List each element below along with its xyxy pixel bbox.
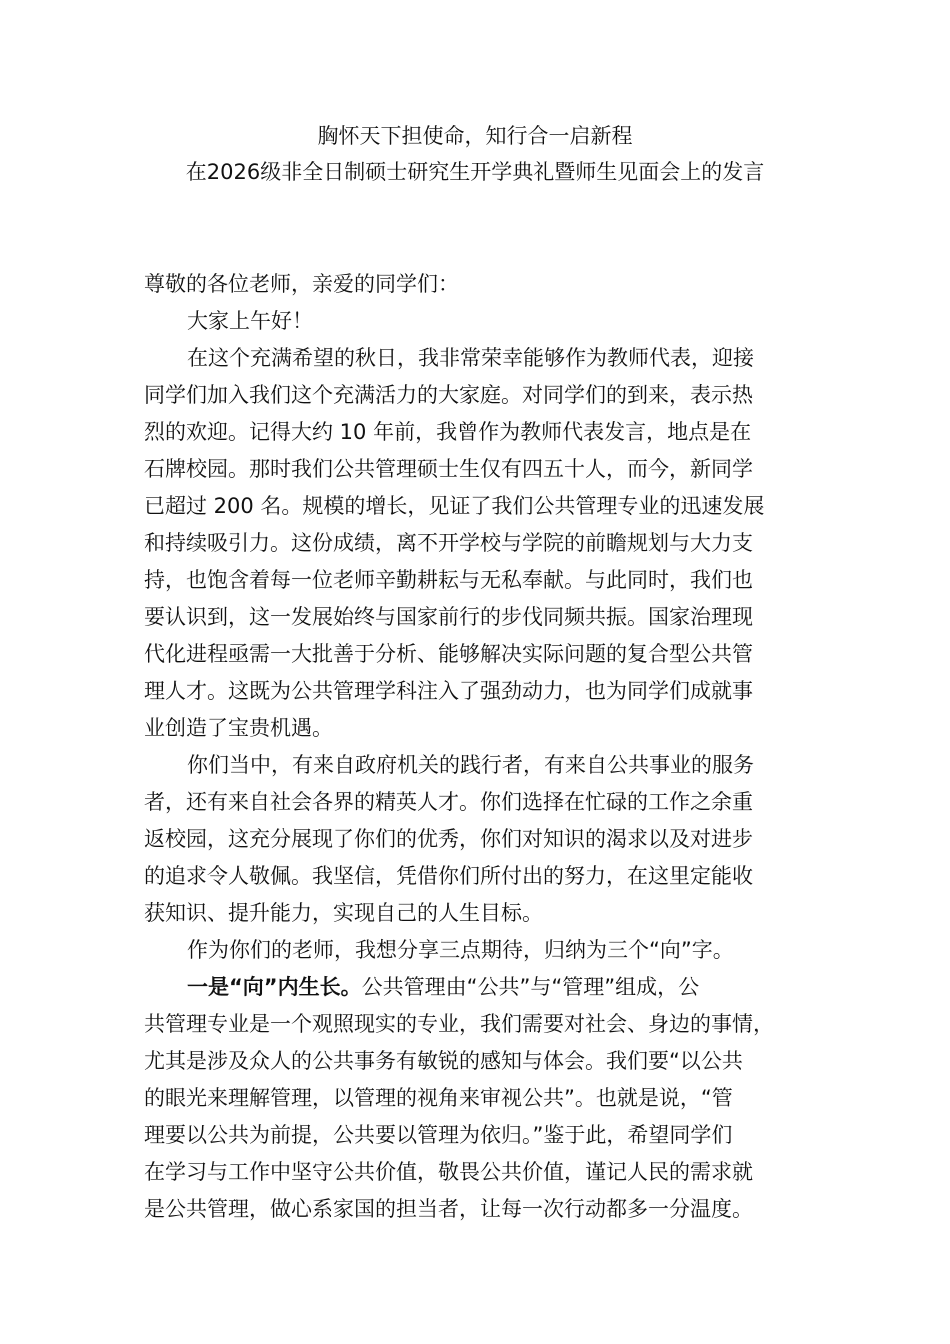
paragraph-line: 烈的欢迎。记得大约 10 年前，我曾作为教师代表发言，地点是在 xyxy=(144,420,752,444)
paragraph-line: 尤其是涉及众人的公共事务有敏锐的感知与体会。我们要“以公共 xyxy=(144,1049,743,1073)
paragraph-line: 在这个充满希望的秋日，我非常荣幸能够作为教师代表，迎接 xyxy=(187,346,754,370)
title-subtitle: 在2026级非全日制硕士研究生开学典礼暨师生见面会上的发言 xyxy=(185,160,765,184)
paragraph-line xyxy=(144,969,816,1006)
paragraph-line: 共管理专业是一个观照现实的专业，我们需要对社会、身边的事情， xyxy=(144,1012,774,1036)
paragraph-line: 你们当中，有来自政府机关的践行者，有来自公共事业的服务 xyxy=(187,753,754,777)
paragraph-line: 持，也饱含着每一位老师辛勤耕耘与无私奉献。与此同时，我们也 xyxy=(144,568,753,592)
paragraph-line: 的追求令人敬佩。我坚信，凭借你们所付出的努力，在这里定能收 xyxy=(144,864,753,888)
paragraph-line: 在学习与工作中坚守公共价值，敬畏公共价值，谨记人民的需求就 xyxy=(144,1160,753,1184)
speech-title xyxy=(0,118,950,190)
paragraph-line: 和持续吸引力。这份成绩，离不开学校与学院的前瞻规划与大力支 xyxy=(144,531,753,555)
paragraph-line: 的眼光来理解管理，以管理的视角来审视公共”。也就是说，“管 xyxy=(144,1086,733,1110)
paragraph-line: 者，还有来自社会各界的精英人才。你们选择在忙碌的工作之余重 xyxy=(144,790,753,814)
paragraph-line: 获知识、提升能力，实现自己的人生目标。 xyxy=(144,901,543,925)
paragraph-line: 业创造了宝贵机遇。 xyxy=(144,716,333,740)
paragraph-line: 返校园，这充分展现了你们的优秀，你们对知识的渴求以及对进步 xyxy=(144,827,753,851)
paragraph-line: 理要以公共为前提，公共要以管理为依归。”鉴于此，希望同学们 xyxy=(144,1123,733,1147)
salutation: 尊敬的各位老师，亲爱的同学们： xyxy=(144,272,459,296)
paragraph-line: 已超过 200 名。规模的增长，见证了我们公共管理专业的迅速发展 xyxy=(144,494,765,518)
speech-body xyxy=(144,266,816,1228)
paragraph-1 xyxy=(144,340,816,747)
paragraph-line: 要认识到，这一发展始终与国家前行的步伐同频共振。国家治理现 xyxy=(144,605,753,629)
title-main: 胸怀天下担使命，知行合一启新程 xyxy=(317,124,633,148)
greeting: 大家上午好！ xyxy=(187,309,313,333)
paragraph-line: 同学们加入我们这个充满活力的大家庭。对同学们的到来，表示热 xyxy=(144,383,753,407)
paragraph-line: 理人才。这既为公共管理学科注入了强劲动力，也为同学们成就事 xyxy=(144,679,753,703)
paragraph-line: 石牌校园。那时我们公共管理硕士生仅有四五十人，而今，新同学 xyxy=(144,457,753,481)
paragraph-4 xyxy=(144,969,816,1228)
paragraph-line: 是公共管理，做心系家国的担当者，让每一次行动都多一分温度。 xyxy=(144,1197,753,1221)
paragraph-3: 作为你们的老师，我想分享三点期待，归纳为三个“向”字。 xyxy=(187,938,734,962)
paragraph-line: 代化进程亟需一大批善于分析、能够解决实际问题的复合型公共管 xyxy=(144,642,753,666)
paragraph-text: 公共管理由“公共”与“管理”组成，公 xyxy=(361,975,700,999)
paragraph-2 xyxy=(144,747,816,932)
section-heading: 一是“向”内生长。 xyxy=(187,975,362,999)
